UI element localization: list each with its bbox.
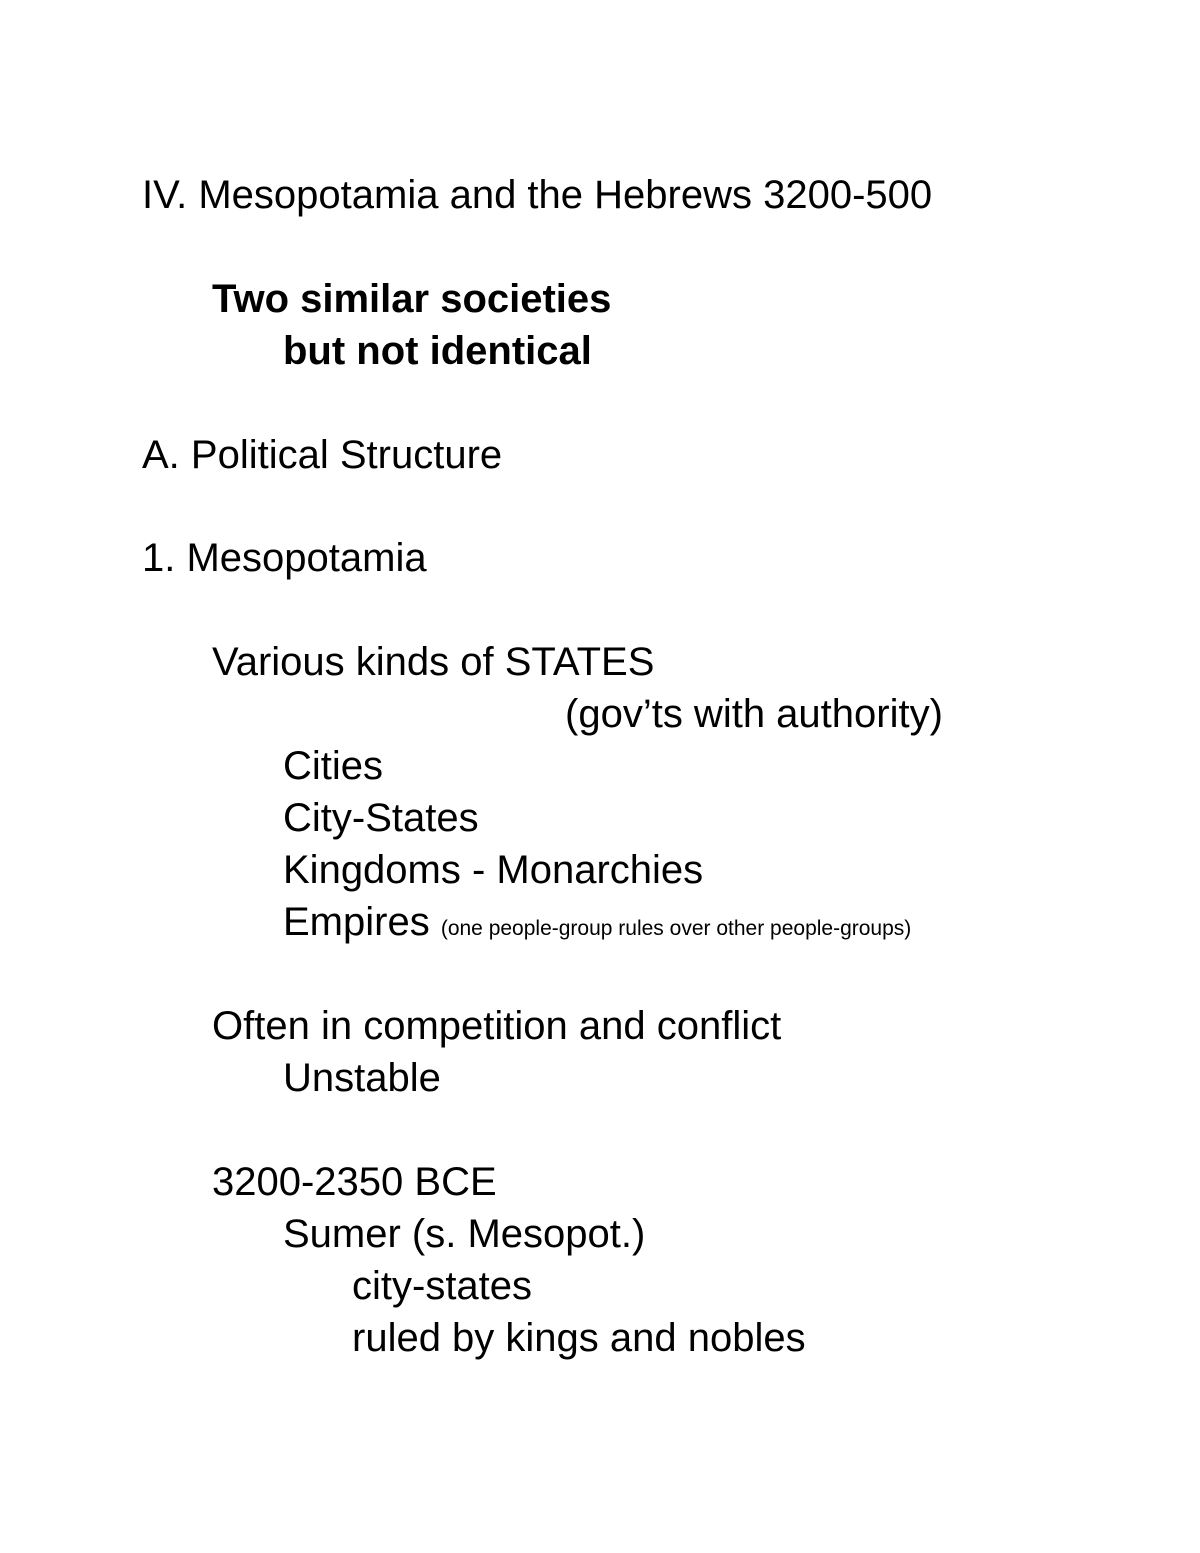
state-type-item-empires <box>283 899 911 952</box>
period-dates: 3200-2350 BCE <box>212 1160 497 1204</box>
states-heading: Various kinds of STATES <box>212 640 655 684</box>
subsection-heading-mesopotamia: 1. Mesopotamia <box>142 536 427 580</box>
state-type-item: City-States <box>283 796 479 840</box>
subtitle-line-1: Two similar societies <box>212 277 612 321</box>
state-type-item: Cities <box>283 744 384 788</box>
conflict-detail: Unstable <box>283 1056 441 1100</box>
states-definition: (gov’ts with authority) <box>565 692 943 736</box>
state-type-item: Kingdoms - Monarchies <box>283 848 704 892</box>
period-detail: city-states <box>352 1264 533 1308</box>
page-title: IV. Mesopotamia and the Hebrews 3200-500 <box>142 173 933 217</box>
conflict-heading: Often in competition and conflict <box>212 1004 782 1048</box>
state-type-label: Empires <box>283 900 430 944</box>
period-detail: ruled by kings and nobles <box>352 1316 806 1360</box>
subtitle-line-2: but not identical <box>283 329 592 373</box>
section-heading-political-structure: A. Political Structure <box>142 433 503 477</box>
empires-note: (one people-group rules over other people-groups) <box>440 917 912 940</box>
period-place: Sumer (s. Mesopot.) <box>283 1212 646 1256</box>
